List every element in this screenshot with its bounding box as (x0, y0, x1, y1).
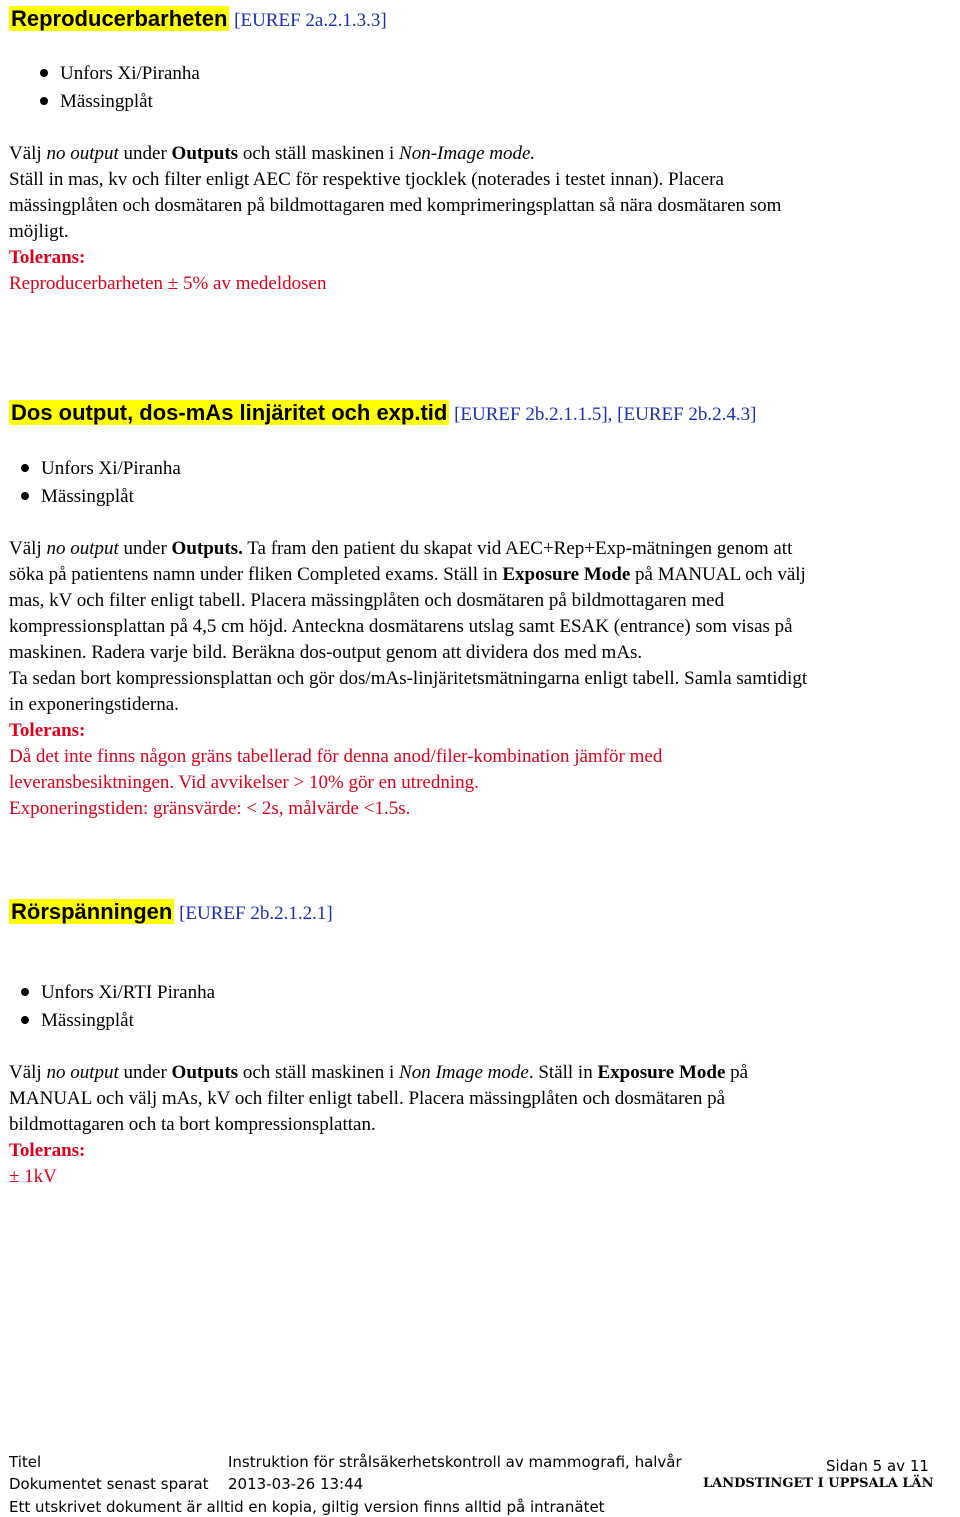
section1-tolerance-label: Tolerans: (9, 247, 86, 268)
section3-paragraph-line: MANUAL och välj mAs, kV och filter enligt tabell. Placera mässingplåten och dosmätaren på (9, 1088, 726, 1109)
bullet-icon (21, 988, 29, 996)
bullet-icon (40, 69, 48, 77)
bullet-icon (21, 1016, 29, 1024)
bullet-icon (21, 492, 29, 500)
section1-heading: Reproducerbarheten (11, 6, 228, 31)
section2-tolerance-text: Då det inte finns någon gräns tabellerad för denna anod/filer-kombination jämför med (9, 746, 663, 767)
section3-tolerance-label: Tolerans: (9, 1140, 86, 1161)
section2-paragraph-line: kompressionsplattan på 4,5 cm höjd. Anteckna dosmätarens utslag samt ESAK (entrance) som visas på (9, 616, 793, 637)
bullet-icon (21, 464, 29, 472)
list-item: Unfors Xi/Piranha (40, 61, 200, 87)
section2-paragraph-line: in exponeringstiderna. (9, 694, 179, 715)
section3-tolerance-text: ± 1kV (9, 1166, 57, 1187)
section2-tolerance-text: leveransbesiktningen. Vid avvikelser > 10% gör en utredning. (9, 772, 479, 793)
section2-ref: [EUREF 2b.2.1.1.5], [EUREF 2b.2.4.3] (454, 404, 757, 425)
section2-paragraph-line: Ta sedan bort kompressionsplattan och gör dos/mAs-linjäritetsmätningarna enligt tabell. Samla samtidigt (9, 668, 808, 689)
section1-paragraph-line: mässingplåten och dosmätaren på bildmottagaren med komprimeringsplattan så nära dosmätaren som (9, 195, 782, 216)
footer-saved-label: Dokumentet senast sparat (9, 1475, 209, 1493)
footer-page-number: Sidan 5 av 11 (826, 1457, 929, 1475)
section3-ref: [EUREF 2b.2.1.2.1] (179, 903, 333, 924)
section1-paragraph-line: möjligt. (9, 221, 69, 242)
list-item: Unfors Xi/Piranha (21, 456, 181, 482)
section1-paragraph-line: Välj no output under Outputs och ställ maskinen i Non-Image mode. (9, 143, 536, 164)
section2-paragraph-line: maskinen. Radera varje bild. Beräkna dos-output genom att dividera dos med mAs. (9, 642, 643, 663)
footer-saved-value: 2013-03-26 13:44 (228, 1475, 364, 1493)
list-item: Mässingplåt (21, 484, 134, 510)
section3-heading: Rörspänningen (11, 899, 173, 924)
section3-heading-line (9, 899, 333, 927)
list-item: Mässingplåt (40, 89, 153, 115)
section2-paragraph-line: söka på patientens namn under fliken Completed exams. Ställ in Exposure Mode på MANUAL och välj (9, 564, 806, 585)
footer-organization: LANDSTINGET I UPPSALA LÄN (703, 1476, 934, 1491)
footer-title-label: Titel (9, 1453, 42, 1471)
section2-paragraph-line: Välj no output under Outputs. Ta fram den patient du skapat vid AEC+Rep+Exp-mätningen genom att (9, 538, 793, 559)
section3-paragraph-line: Välj no output under Outputs och ställ maskinen i Non Image mode. Ställ in Exposure Mode på (9, 1062, 749, 1083)
footer-title-value: Instruktion för strålsäkerhetskontroll av mammografi, halvår (228, 1453, 682, 1471)
list-item: Mässingplåt (21, 1008, 134, 1034)
section2-tolerance-label: Tolerans: (9, 720, 86, 741)
footer-note: Ett utskrivet dokument är alltid en kopia, giltig version finns alltid på intranätet (9, 1498, 605, 1516)
section1-ref: [EUREF 2a.2.1.3.3] (234, 10, 387, 31)
section2-heading-line (9, 400, 757, 428)
list-item: Unfors Xi/RTI Piranha (21, 980, 215, 1006)
section2-heading: Dos output, dos-mAs linjäritet och exp.tid (11, 400, 448, 425)
bullet-icon (40, 97, 48, 105)
section2-paragraph-line: mas, kV och filter enligt tabell. Placera mässingplåten och dosmätaren på bildmottagaren med (9, 590, 725, 611)
section2-tolerance-text: Exponeringstiden: gränsvärde: < 2s, målvärde <1.5s. (9, 798, 411, 819)
section1-heading-line (9, 6, 387, 34)
section1-paragraph-line: Ställ in mas, kv och filter enligt AEC för respektive tjocklek (noterades i testet innan). Placera (9, 169, 724, 190)
section3-paragraph-line: bildmottagaren och ta bort kompressionsplattan. (9, 1114, 376, 1135)
section1-tolerance-text: Reproducerbarheten ± 5% av medeldosen (9, 273, 327, 294)
